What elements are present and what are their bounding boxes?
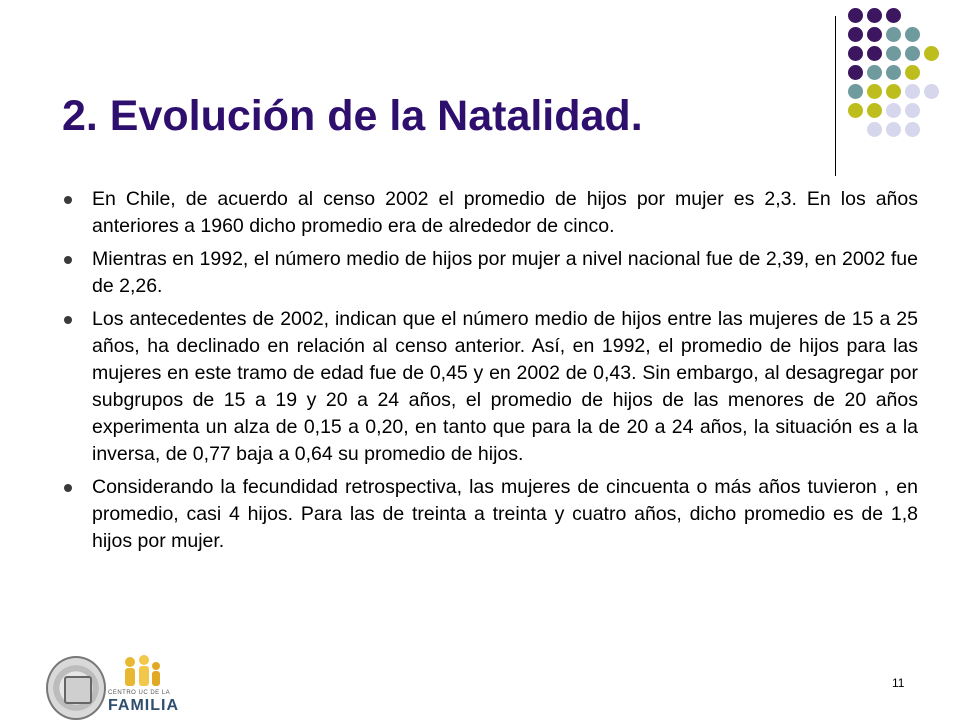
decorative-dot [867,84,882,99]
decorative-dot [905,84,920,99]
decorative-dot [848,46,863,61]
slide-title: 2. Evolución de la Natalidad. [62,92,643,140]
bullet-text: En Chile, de acuerdo al censo 2002 el promedio de hijos por mujer es 2,3. En los años anteriores a 1960 dicho promedio era de alrededor de cinco. [92,188,918,237]
decorative-dot [905,27,920,42]
decorative-dot [886,103,901,118]
decorative-dot [848,27,863,42]
decorative-dot [867,122,882,137]
logo-title: FAMILIA [108,697,179,714]
bullet-text: Mientras en 1992, el número medio de hijos por mujer a nivel nacional fue de 2,39, en 2002 fue de 2,26. [92,248,918,297]
decorative-dot [905,122,920,137]
decorative-dot [924,46,939,61]
decorative-dot [886,27,901,42]
decorative-dot-grid [842,8,960,158]
bullet-item-2 [64,246,918,300]
decorative-dot [886,84,901,99]
bullet-marker [64,196,72,204]
decorative-dot [886,122,901,137]
decorative-dot [905,103,920,118]
family-figures-icon [116,654,166,688]
decorative-dot [886,65,901,80]
bullet-marker [64,484,72,492]
decorative-dot [905,65,920,80]
seal-shield-icon [64,676,92,704]
decorative-dot [867,27,882,42]
decorative-dot [905,46,920,61]
decorative-dot [848,8,863,23]
footer-logos [38,650,218,718]
decorative-dot [886,46,901,61]
decorative-dot [867,65,882,80]
bullet-item-4 [64,474,918,555]
decorative-dot [848,84,863,99]
vertical-divider [835,16,836,176]
bullet-list [64,186,918,561]
bullet-item-1 [64,186,918,240]
decorative-dot [867,46,882,61]
bullet-text: Considerando la fecundidad retrospectiva, las mujeres de cincuenta o más años tuvieron , en promedio, casi 4 hijos. Para las de treinta a treinta y cuatro años, dicho promedio es de 1,8 hijos por mujer. [92,476,918,552]
logo-subtitle: CENTRO UC DE LA [108,690,171,696]
bullet-text: Los antecedentes de 2002, indican que el número medio de hijos entre las mujeres de 15 a 25 años, ha declinado en relación al censo anterior. Así, en 1992, el promedio de hijos para las mujeres en este tramo de edad fue de 0,45 y en 2002 de 0,43. Sin embargo, al desagregar por subgrupos de 15 a 19 y 20 a 24 años, el promedio de hijos de las menores de 20 años experimenta un alza de 0,15 a 0,20, en tanto que para la de 20 a 24 años, la situación es a la inversa, de 0,77 baja a 0,64 su promedio de hijos. [92,308,918,465]
bullet-marker [64,316,72,324]
decorative-dot [924,84,939,99]
bullet-marker [64,256,72,264]
decorative-dot [848,65,863,80]
decorative-dot [886,8,901,23]
page-number: 11 [892,676,905,690]
bullet-item-3 [64,306,918,468]
university-seal-logo [46,656,106,720]
decorative-dot [867,8,882,23]
centro-familia-logo [108,650,218,718]
decorative-dot [867,103,882,118]
decorative-dot [848,103,863,118]
